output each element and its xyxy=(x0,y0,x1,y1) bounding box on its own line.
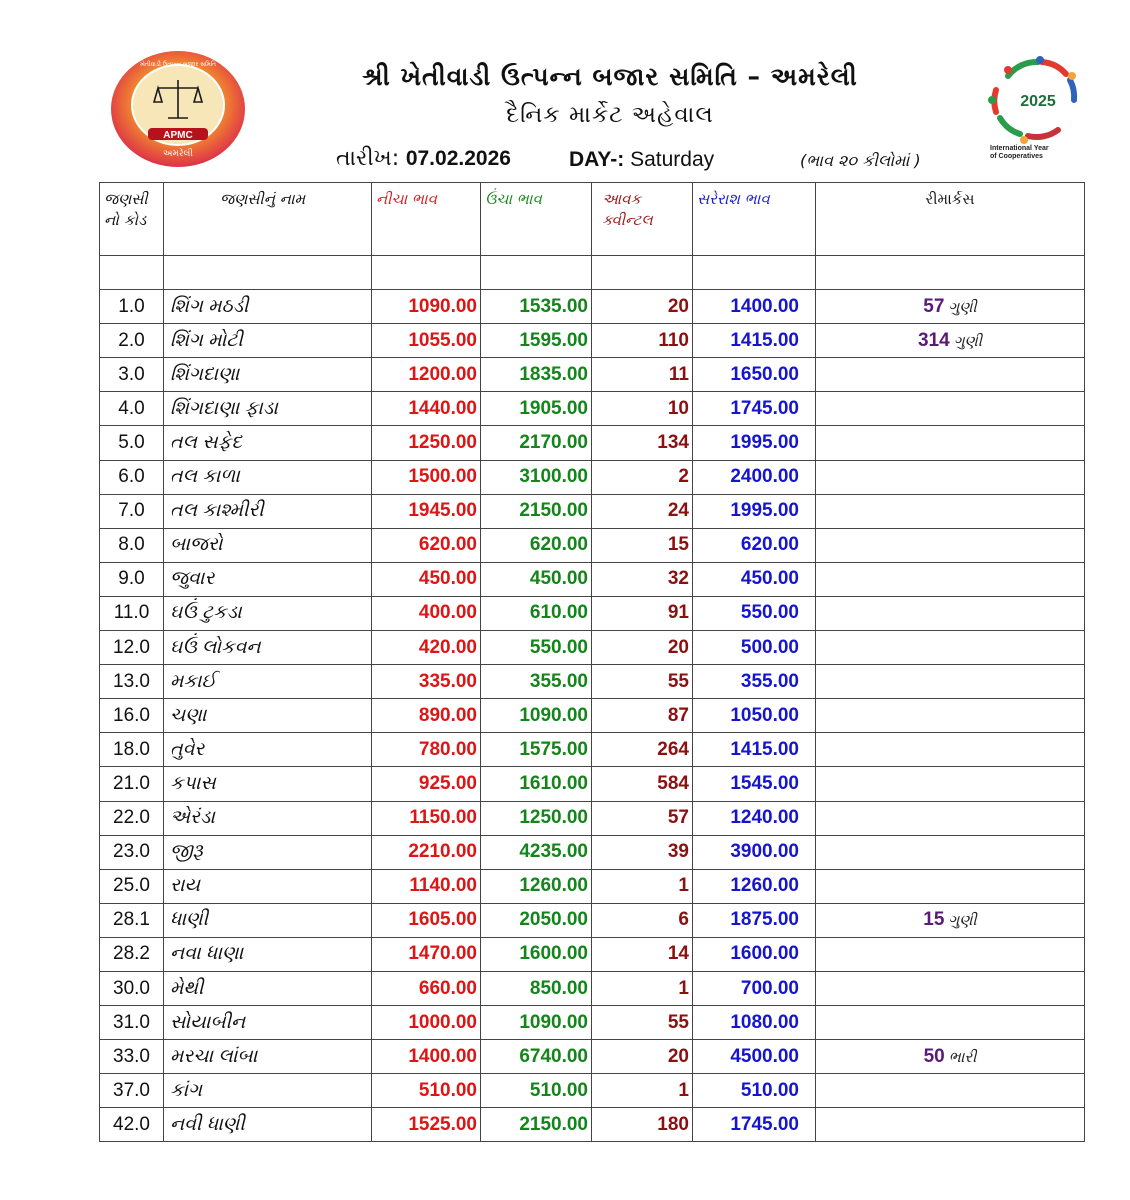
table-row xyxy=(100,596,1085,630)
commodity-name: શિંગદાણા ફાડા xyxy=(164,392,372,426)
remarks xyxy=(816,903,1085,937)
commodity-name: શિંગદાણા xyxy=(164,358,372,392)
table-row xyxy=(100,767,1085,801)
commodity-name: સોયાબીન xyxy=(164,1006,372,1040)
remarks xyxy=(816,801,1085,835)
table-row xyxy=(100,631,1085,665)
low-price: 660.00 xyxy=(372,971,481,1005)
commodity-code: 7.0 xyxy=(100,494,164,528)
commodity-code: 2.0 xyxy=(100,324,164,358)
high-price: 1090.00 xyxy=(481,1006,592,1040)
remarks xyxy=(816,426,1085,460)
low-price: 2210.00 xyxy=(372,835,481,869)
commodity-code: 3.0 xyxy=(100,358,164,392)
average-price: 1600.00 xyxy=(693,937,816,971)
average-price: 3900.00 xyxy=(693,835,816,869)
arrival-quintal: 110 xyxy=(592,324,693,358)
high-price: 1575.00 xyxy=(481,733,592,767)
commodity-code: 1.0 xyxy=(100,290,164,324)
commodity-name: તુવેર xyxy=(164,733,372,767)
arrival-quintal: 134 xyxy=(592,426,693,460)
high-price: 2150.00 xyxy=(481,494,592,528)
low-price: 1055.00 xyxy=(372,324,481,358)
low-price: 1470.00 xyxy=(372,937,481,971)
remarks xyxy=(816,324,1085,358)
header-avg-price: સરેરાશ ભાવ xyxy=(693,183,816,256)
date-line xyxy=(336,146,511,171)
arrival-quintal: 11 xyxy=(592,358,693,392)
low-price: 420.00 xyxy=(372,631,481,665)
high-price: 610.00 xyxy=(481,596,592,630)
logo-apmc-text: APMC xyxy=(163,130,193,141)
remarks xyxy=(816,528,1085,562)
commodity-name: જીરૂ xyxy=(164,835,372,869)
table-row xyxy=(100,1108,1085,1142)
table-row xyxy=(100,937,1085,971)
arrival-quintal: 180 xyxy=(592,1108,693,1142)
arrival-quintal: 39 xyxy=(592,835,693,869)
high-price: 850.00 xyxy=(481,971,592,1005)
arrival-quintal: 6 xyxy=(592,903,693,937)
commodity-code: 25.0 xyxy=(100,869,164,903)
table-row xyxy=(100,733,1085,767)
average-price: 1745.00 xyxy=(693,1108,816,1142)
arrival-quintal: 55 xyxy=(592,665,693,699)
commodity-code: 42.0 xyxy=(100,1108,164,1142)
average-price: 510.00 xyxy=(693,1074,816,1108)
high-price: 550.00 xyxy=(481,631,592,665)
remark-count: 50 xyxy=(923,1045,945,1067)
remarks xyxy=(816,971,1085,1005)
remarks xyxy=(816,1108,1085,1142)
remark-count: 314 xyxy=(917,329,950,351)
date-label: તારીખ: xyxy=(336,146,400,171)
header-low-price: નીચા ભાવ xyxy=(372,183,481,256)
cooperatives-2025-logo xyxy=(988,56,1080,166)
day-line xyxy=(569,148,714,172)
remark-count: 15 xyxy=(923,909,945,931)
low-price: 1140.00 xyxy=(372,869,481,903)
low-price: 1090.00 xyxy=(372,290,481,324)
remarks xyxy=(816,1006,1085,1040)
low-price: 335.00 xyxy=(372,665,481,699)
high-price: 2050.00 xyxy=(481,903,592,937)
commodity-name: મરચા લાંબા xyxy=(164,1040,372,1074)
commodity-name: કાંગ xyxy=(164,1074,372,1108)
commodity-name: જુવાર xyxy=(164,562,372,596)
high-price: 1835.00 xyxy=(481,358,592,392)
arrival-quintal: 32 xyxy=(592,562,693,596)
commodity-code: 23.0 xyxy=(100,835,164,869)
average-price: 1875.00 xyxy=(693,903,816,937)
low-price: 450.00 xyxy=(372,562,481,596)
high-price: 450.00 xyxy=(481,562,592,596)
date-value: 07.02.2026 xyxy=(405,147,511,170)
low-price: 1945.00 xyxy=(372,494,481,528)
high-price: 620.00 xyxy=(481,528,592,562)
commodity-name: તલ કાશ્મીરી xyxy=(164,494,372,528)
day-label: DAY-: xyxy=(569,148,625,171)
remarks xyxy=(816,699,1085,733)
commodity-name: નવા ધાણા xyxy=(164,937,372,971)
low-price: 1500.00 xyxy=(372,460,481,494)
commodity-code: 4.0 xyxy=(100,392,164,426)
low-price: 1605.00 xyxy=(372,903,481,937)
average-price: 1995.00 xyxy=(693,494,816,528)
remarks xyxy=(816,494,1085,528)
remarks xyxy=(816,392,1085,426)
commodity-name: રાય xyxy=(164,869,372,903)
arrival-quintal: 87 xyxy=(592,699,693,733)
remarks xyxy=(816,596,1085,630)
low-price: 890.00 xyxy=(372,699,481,733)
table-row xyxy=(100,971,1085,1005)
commodity-code: 13.0 xyxy=(100,665,164,699)
remarks xyxy=(816,869,1085,903)
low-price: 925.00 xyxy=(372,767,481,801)
commodity-code: 16.0 xyxy=(100,699,164,733)
high-price: 4235.00 xyxy=(481,835,592,869)
low-price: 780.00 xyxy=(372,733,481,767)
remarks xyxy=(816,665,1085,699)
table-row xyxy=(100,494,1085,528)
remark-unit: ભારી xyxy=(948,1047,977,1066)
commodity-name: નવી ધાણી xyxy=(164,1108,372,1142)
table-header-row xyxy=(100,183,1085,256)
remarks xyxy=(816,1074,1085,1108)
commodity-code: 5.0 xyxy=(100,426,164,460)
commodity-name: બાજરો xyxy=(164,528,372,562)
low-price: 1525.00 xyxy=(372,1108,481,1142)
low-price: 1250.00 xyxy=(372,426,481,460)
commodity-code: 8.0 xyxy=(100,528,164,562)
commodity-name: ઘઉં લોકવન xyxy=(164,631,372,665)
commodity-code: 6.0 xyxy=(100,460,164,494)
arrival-quintal: 20 xyxy=(592,290,693,324)
arrival-quintal: 91 xyxy=(592,596,693,630)
commodity-name: ધાણી xyxy=(164,903,372,937)
average-price: 1545.00 xyxy=(693,767,816,801)
average-price: 4500.00 xyxy=(693,1040,816,1074)
low-price: 1000.00 xyxy=(372,1006,481,1040)
arrival-quintal: 15 xyxy=(592,528,693,562)
low-price: 400.00 xyxy=(372,596,481,630)
remark-unit: ગુણી xyxy=(948,911,977,930)
commodity-code: 30.0 xyxy=(100,971,164,1005)
remarks xyxy=(816,290,1085,324)
average-price: 1260.00 xyxy=(693,869,816,903)
average-price: 1240.00 xyxy=(693,801,816,835)
high-price: 3100.00 xyxy=(481,460,592,494)
market-price-table xyxy=(99,182,1085,1142)
remark-unit: ગુણી xyxy=(948,297,977,316)
low-price: 620.00 xyxy=(372,528,481,562)
commodity-name: તલ કાળા xyxy=(164,460,372,494)
arrival-quintal: 2 xyxy=(592,460,693,494)
logo-line1-text: International Year xyxy=(990,145,1049,152)
arrival-quintal: 10 xyxy=(592,392,693,426)
commodity-name: કપાસ xyxy=(164,767,372,801)
average-price: 1995.00 xyxy=(693,426,816,460)
remarks xyxy=(816,767,1085,801)
commodity-code: 28.1 xyxy=(100,903,164,937)
arrival-quintal: 584 xyxy=(592,767,693,801)
commodity-name: એરંડા xyxy=(164,801,372,835)
remarks xyxy=(816,631,1085,665)
commodity-code: 31.0 xyxy=(100,1006,164,1040)
high-price: 1090.00 xyxy=(481,699,592,733)
remarks xyxy=(816,562,1085,596)
table-row xyxy=(100,392,1085,426)
average-price: 1400.00 xyxy=(693,290,816,324)
low-price: 1200.00 xyxy=(372,358,481,392)
average-price: 2400.00 xyxy=(693,460,816,494)
commodity-code: 28.2 xyxy=(100,937,164,971)
remark-unit: ગુણી xyxy=(953,331,983,350)
header-high-price: ઉંચા ભાવ xyxy=(481,183,592,256)
arrival-quintal: 1 xyxy=(592,1074,693,1108)
commodity-code: 33.0 xyxy=(100,1040,164,1074)
arrival-quintal: 1 xyxy=(592,869,693,903)
arrival-quintal: 264 xyxy=(592,733,693,767)
high-price: 1610.00 xyxy=(481,767,592,801)
table-spacer xyxy=(100,256,1085,290)
table-row xyxy=(100,528,1085,562)
table-row xyxy=(100,903,1085,937)
arrival-quintal: 55 xyxy=(592,1006,693,1040)
table-row xyxy=(100,801,1085,835)
commodity-name: ઘઉં ટુકડા xyxy=(164,596,372,630)
low-price: 1440.00 xyxy=(372,392,481,426)
table-row xyxy=(100,835,1085,869)
commodity-name: શિંગ મઠડી xyxy=(164,290,372,324)
low-price: 510.00 xyxy=(372,1074,481,1108)
commodity-name: ચણા xyxy=(164,699,372,733)
table-row xyxy=(100,665,1085,699)
average-price: 1415.00 xyxy=(693,733,816,767)
remarks xyxy=(816,835,1085,869)
high-price: 6740.00 xyxy=(481,1040,592,1074)
logo-year-text: 2025 xyxy=(1020,93,1056,110)
high-price: 1250.00 xyxy=(481,801,592,835)
low-price: 1400.00 xyxy=(372,1040,481,1074)
table-row xyxy=(100,699,1085,733)
arrival-quintal: 20 xyxy=(592,1040,693,1074)
high-price: 1600.00 xyxy=(481,937,592,971)
arrival-quintal: 24 xyxy=(592,494,693,528)
remarks xyxy=(816,733,1085,767)
high-price: 2170.00 xyxy=(481,426,592,460)
header-remarks: રીમાર્કસ xyxy=(816,183,1085,256)
average-price: 700.00 xyxy=(693,971,816,1005)
average-price: 1415.00 xyxy=(693,324,816,358)
header-name: જણસીનું નામ xyxy=(164,183,372,256)
page-subtitle: દૈનિક માર્કેટ અહેવાલ xyxy=(506,102,714,128)
average-price: 1745.00 xyxy=(693,392,816,426)
average-price: 500.00 xyxy=(693,631,816,665)
table-row xyxy=(100,1006,1085,1040)
high-price: 1595.00 xyxy=(481,324,592,358)
table-row xyxy=(100,869,1085,903)
apmc-logo xyxy=(110,50,246,168)
arrival-quintal: 1 xyxy=(592,971,693,1005)
average-price: 450.00 xyxy=(693,562,816,596)
commodity-name: મકાઈ xyxy=(164,665,372,699)
logo-ring-text: ખેતીવાડી ઉત્પન્ન બજાર સમિતિ xyxy=(139,61,217,68)
page-title: શ્રી ખેતીવાડી ઉત્પન્ન બજાર સમિતિ – અમરેલી xyxy=(362,62,858,91)
arrival-quintal: 57 xyxy=(592,801,693,835)
commodity-code: 22.0 xyxy=(100,801,164,835)
high-price: 2150.00 xyxy=(481,1108,592,1142)
high-price: 1535.00 xyxy=(481,290,592,324)
low-price: 1150.00 xyxy=(372,801,481,835)
header-code: જણસી નો કોડ xyxy=(100,183,164,256)
logo-line2-text: of Cooperatives xyxy=(990,153,1043,160)
table-row xyxy=(100,290,1085,324)
arrival-quintal: 20 xyxy=(592,631,693,665)
high-price: 1260.00 xyxy=(481,869,592,903)
commodity-code: 18.0 xyxy=(100,733,164,767)
arrival-quintal: 14 xyxy=(592,937,693,971)
average-price: 1080.00 xyxy=(693,1006,816,1040)
commodity-name: મેથી xyxy=(164,971,372,1005)
commodity-code: 11.0 xyxy=(100,596,164,630)
table-row xyxy=(100,460,1085,494)
average-price: 550.00 xyxy=(693,596,816,630)
remarks xyxy=(816,460,1085,494)
average-price: 620.00 xyxy=(693,528,816,562)
remarks xyxy=(816,1040,1085,1074)
table-row xyxy=(100,1040,1085,1074)
commodity-name: શિંગ મોટી xyxy=(164,324,372,358)
average-price: 355.00 xyxy=(693,665,816,699)
average-price: 1050.00 xyxy=(693,699,816,733)
commodity-name: તલ સફેદ xyxy=(164,426,372,460)
unit-note: (ભાવ ૨૦ કીલોમાં ) xyxy=(800,151,921,170)
high-price: 355.00 xyxy=(481,665,592,699)
commodity-code: 37.0 xyxy=(100,1074,164,1108)
remarks xyxy=(816,358,1085,392)
logo-city-text: અમરેલી xyxy=(163,149,193,159)
table-row xyxy=(100,426,1085,460)
table-row xyxy=(100,358,1085,392)
remark-count: 57 xyxy=(923,295,945,317)
commodity-code: 21.0 xyxy=(100,767,164,801)
commodity-code: 9.0 xyxy=(100,562,164,596)
table-row xyxy=(100,324,1085,358)
header-arrival: આવક ક્વીન્ટલ xyxy=(592,183,693,256)
table-row xyxy=(100,562,1085,596)
average-price: 1650.00 xyxy=(693,358,816,392)
table-row xyxy=(100,1074,1085,1108)
high-price: 510.00 xyxy=(481,1074,592,1108)
commodity-code: 12.0 xyxy=(100,631,164,665)
remarks xyxy=(816,937,1085,971)
day-value: Saturday xyxy=(630,148,715,171)
high-price: 1905.00 xyxy=(481,392,592,426)
